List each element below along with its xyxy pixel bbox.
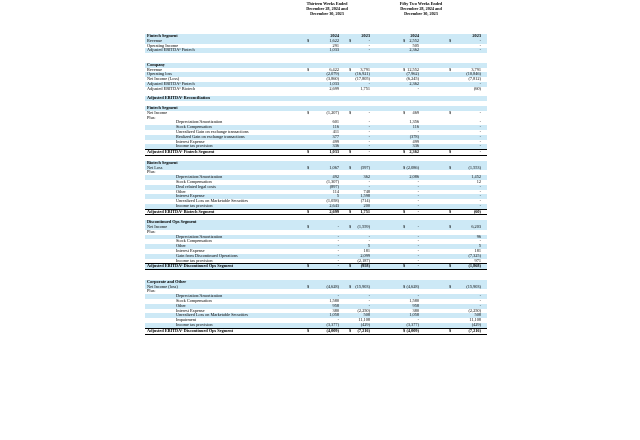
cell-value: - — [479, 302, 481, 308]
row-label: Depreciation/Amortization — [176, 174, 223, 180]
cell-value: (1,553) — [468, 164, 481, 170]
currency-symbol: $ — [307, 66, 310, 72]
cell-value: 362 — [363, 174, 370, 180]
cell-value: - — [368, 138, 370, 144]
cell-value: - — [337, 243, 339, 249]
table-row — [145, 329, 487, 335]
cell-value: - — [479, 143, 481, 149]
row-label: Adjusted EBITDA¹ Reconciliation — [147, 95, 210, 101]
currency-symbol: $ — [449, 263, 452, 269]
cell-value: - — [479, 198, 481, 204]
cell-value: - — [417, 183, 419, 189]
cell-value: 116 — [412, 124, 419, 130]
cell-value: - — [479, 109, 481, 115]
cell-value: 11,108 — [358, 317, 370, 323]
cell-value: 11,108 — [469, 317, 481, 323]
cell-value: 492 — [332, 174, 339, 180]
cell-value: 411 — [332, 128, 339, 134]
cell-value: 748 — [363, 188, 370, 194]
cell-value: 1,452 — [471, 174, 481, 180]
cell-value: 1,033 — [329, 80, 339, 86]
cell-value: - — [479, 124, 481, 130]
cell-value: - — [479, 193, 481, 199]
row-label: Interest Expense — [176, 248, 205, 254]
row-label: Income tax provision — [176, 202, 213, 208]
currency-symbol: $ — [449, 283, 452, 289]
currency-symbol: $ — [403, 327, 406, 333]
cell-value: (16,921) — [355, 71, 370, 77]
row-label: Income tax provision — [176, 322, 213, 328]
cell-value: 336 — [332, 143, 339, 149]
currency-symbol: $ — [307, 283, 310, 289]
row-label: Interest Expense — [176, 138, 205, 144]
cell-value: (7,962) — [406, 71, 419, 77]
cell-value: - — [417, 243, 419, 249]
cell-value: - — [479, 202, 481, 208]
cell-value: 200 — [363, 202, 370, 208]
cell-value: (1,868) — [468, 263, 481, 269]
cell-value: - — [368, 293, 370, 299]
cell-value: (7,216) — [357, 327, 370, 333]
row-label: Adjusted EBITDA¹ Fintech — [147, 47, 195, 53]
row-label: Stock Compensation — [176, 178, 212, 184]
cell-value: 12,552 — [407, 66, 419, 72]
row-label: Depreciation/Amortization — [176, 233, 223, 239]
cell-value: (4,009) — [326, 327, 339, 333]
cell-value: - — [368, 124, 370, 130]
cell-value: 2,699 — [329, 208, 339, 214]
cell-value: - — [368, 143, 370, 149]
cell-value: 377 — [332, 133, 339, 139]
row-label: Operating Income — [147, 42, 179, 48]
cell-value: 1,580 — [329, 298, 339, 304]
cell-value: - — [368, 109, 370, 115]
cell-value: 12 — [476, 178, 481, 184]
cell-value: 2,643 — [329, 202, 339, 208]
cell-value: - — [368, 302, 370, 308]
cell-value: 2024 — [410, 33, 419, 38]
currency-symbol: $ — [403, 66, 406, 72]
cell-value: 2,699 — [329, 85, 339, 91]
cell-value: 1,622 — [329, 37, 339, 43]
cell-value: (6,245) — [406, 76, 419, 82]
currency-symbol: $ — [449, 164, 452, 170]
cell-value: - — [417, 317, 419, 323]
row-label: Other — [176, 302, 186, 308]
row-label: Adjusted EBITDA¹ Fintech — [147, 80, 195, 86]
cell-value: 508 — [474, 312, 481, 318]
cell-value: (1,307) — [326, 178, 339, 184]
cell-value: (15,903) — [355, 283, 370, 289]
cell-value: (7,812) — [468, 76, 481, 82]
row-label: Unrealized Loss on Marketable Securities — [176, 312, 249, 318]
cell-value: - — [417, 178, 419, 184]
cell-value: - — [417, 224, 419, 230]
table-header — [145, 2, 487, 34]
row-label: Depreciation/Amortization — [176, 119, 223, 125]
cell-value: 380 — [332, 307, 339, 313]
cell-value: (60) — [473, 208, 481, 214]
currency-symbol: $ — [403, 109, 406, 115]
cell-value: - — [337, 238, 339, 244]
column-header-fifty-two-weeks: Fifty Two Weeks Ended December 28, 2024 and December 30, 2023 — [397, 2, 445, 16]
row-label: Company — [147, 61, 165, 67]
row-label: Adjusted EBITDA¹ Fintech Segment — [147, 149, 215, 155]
row-label: Corporate and Other — [147, 278, 187, 284]
cell-value: (15,903) — [466, 283, 481, 289]
row-label: Stock Compensation — [176, 238, 212, 244]
row-label: Unrealized Gain on exchange transactions — [176, 128, 249, 134]
cell-value: 1,598 — [360, 193, 370, 199]
cell-value: 2,362 — [409, 149, 419, 155]
cell-value: (4,628) — [406, 283, 419, 289]
cell-value: (4,628) — [326, 283, 339, 289]
cell-value: 2,552 — [409, 37, 419, 43]
cell-value: - — [479, 128, 481, 134]
cell-value: - — [368, 128, 370, 134]
cell-value: (714) — [360, 198, 370, 204]
currency-symbol: $ — [403, 224, 406, 230]
cell-value: 2,362 — [409, 47, 419, 53]
cell-value: (2,086) — [406, 164, 419, 170]
cell-value: - — [479, 133, 481, 139]
cell-value: (4,009) — [406, 327, 419, 333]
currency-symbol: $ — [449, 109, 452, 115]
currency-symbol: $ — [449, 37, 452, 43]
cell-value: - — [479, 293, 481, 299]
row-label: Gain from Discontinued Operations — [176, 252, 238, 258]
cell-value: - — [479, 188, 481, 194]
cell-value: 1,751 — [360, 85, 370, 91]
currency-symbol: $ — [307, 149, 310, 155]
cell-value: - — [479, 119, 481, 125]
currency-symbol: $ — [307, 327, 310, 333]
cell-value: (7,325) — [468, 252, 481, 258]
row-label: Plus: — [147, 169, 156, 175]
row-label: Deal related legal costs — [176, 183, 216, 189]
row-label: Net Income — [147, 109, 168, 115]
currency-symbol: $ — [307, 208, 310, 214]
cell-value: 2,362 — [409, 80, 419, 86]
cell-value: 116 — [332, 124, 339, 130]
currency-symbol: $ — [349, 327, 352, 333]
cell-value: - — [479, 138, 481, 144]
cell-value: 6,422 — [329, 66, 339, 72]
cell-value: - — [368, 47, 370, 53]
cell-value: 1,067 — [329, 164, 339, 170]
cell-value: - — [479, 298, 481, 304]
currency-symbol: $ — [403, 149, 406, 155]
cell-value: - — [368, 238, 370, 244]
cell-value: - — [368, 178, 370, 184]
currency-symbol: $ — [403, 37, 406, 43]
cell-value: (2,187) — [357, 257, 370, 263]
currency-symbol: $ — [349, 164, 352, 170]
currency-symbol: $ — [349, 149, 352, 155]
cell-value: 2,086 — [409, 174, 419, 180]
cell-value: - — [417, 202, 419, 208]
cell-value: 336 — [412, 143, 419, 149]
row-label: Unrealized Loss on Marketable Securities — [176, 198, 249, 204]
cell-value: - — [368, 42, 370, 48]
row-label: Plus: — [147, 288, 156, 294]
cell-value: 2023 — [361, 33, 370, 38]
cell-value: - — [337, 317, 339, 323]
cell-value: 5 — [336, 193, 339, 199]
row-label: Adjusted EBITDA¹ Discontinued Ops Segment — [147, 327, 234, 333]
currency-symbol: $ — [349, 66, 352, 72]
cell-value: 1,058 — [329, 312, 339, 318]
cell-value: 380 — [412, 307, 419, 313]
cell-value: 5 — [367, 243, 370, 249]
cell-value: (897) — [329, 183, 339, 189]
cell-value: 1,356 — [409, 119, 419, 125]
currency-symbol: $ — [349, 263, 352, 269]
cell-value: - — [337, 257, 339, 263]
currency-symbol: $ — [403, 208, 406, 214]
cell-value: - — [368, 233, 370, 239]
row-label: Other — [176, 243, 186, 249]
row-label: Net Loss — [147, 164, 163, 170]
cell-value: (10,846) — [466, 71, 481, 77]
cell-value: - — [417, 248, 419, 254]
cell-value: 6,203 — [471, 224, 481, 230]
cell-value: - — [417, 85, 419, 91]
table-body — [145, 34, 487, 335]
cell-value: - — [479, 42, 481, 48]
row-label: Adjusted EBITDA¹ Biotech Segment — [147, 208, 215, 214]
column-header-thirteen-weeks: Thirteen Weeks Ended December 28, 2024 and December 30, 2023 — [303, 2, 351, 16]
cell-value: (2,079) — [326, 71, 339, 77]
cell-value: 3,791 — [471, 66, 481, 72]
cell-value: (1,559) — [357, 224, 370, 230]
row-label: Fintech Segment — [147, 33, 178, 38]
row-label: Income tax provision — [176, 257, 213, 263]
currency-symbol: $ — [307, 164, 310, 170]
row-label: Plus: — [147, 228, 156, 234]
row-label: Adjusted EBITDA¹ Biotech — [147, 85, 196, 91]
cell-value: 601 — [332, 119, 339, 125]
cell-value: - — [368, 183, 370, 189]
row-label: Stock Compensation — [176, 124, 212, 130]
row-label: Other — [176, 188, 186, 194]
cell-value: - — [417, 208, 419, 214]
cell-value: 2023 — [472, 33, 481, 38]
cell-value: 1,033 — [329, 47, 339, 53]
cell-value: - — [479, 80, 481, 86]
row-label: Fintech Segment — [147, 104, 178, 110]
cell-value: (17,805) — [355, 76, 370, 82]
cell-value: 958 — [412, 302, 419, 308]
cell-value: 508 — [363, 312, 370, 318]
cell-value: 499 — [412, 138, 419, 144]
cell-value: - — [417, 293, 419, 299]
cell-value: 1,580 — [409, 298, 419, 304]
cell-value: 499 — [332, 138, 339, 144]
currency-symbol: $ — [449, 149, 452, 155]
currency-symbol: $ — [307, 109, 310, 115]
currency-symbol: $ — [403, 283, 406, 289]
cell-value: 5 — [478, 243, 481, 249]
cell-value: - — [479, 47, 481, 53]
row-label: Revenue — [147, 37, 163, 43]
cell-value: - — [368, 149, 370, 155]
cell-value: 2024 — [330, 33, 339, 38]
financial-table — [145, 2, 487, 335]
cell-value: (7,216) — [468, 327, 481, 333]
currency-symbol: $ — [449, 208, 452, 214]
cell-value: (378) — [409, 133, 419, 139]
currency-symbol: $ — [449, 224, 452, 230]
cell-value: 96 — [476, 233, 481, 239]
cell-value: - — [417, 252, 419, 258]
cell-value: - — [337, 248, 339, 254]
cell-value: - — [417, 193, 419, 199]
row-label: Discontinued Ops Segment — [147, 219, 197, 225]
cell-value: - — [417, 257, 419, 263]
cell-value: 1,033 — [329, 149, 339, 155]
row-label: Net Income — [147, 224, 168, 230]
cell-value: 971 — [474, 257, 481, 263]
cell-value: 181 — [363, 248, 370, 254]
currency-symbol: $ — [307, 37, 310, 43]
cell-value: - — [479, 37, 481, 43]
cell-value: (2,250) — [357, 307, 370, 313]
cell-value: (60) — [473, 85, 481, 91]
currency-symbol: $ — [349, 37, 352, 43]
cell-value: - — [368, 119, 370, 125]
cell-value: - — [479, 183, 481, 189]
cell-value: - — [337, 293, 339, 299]
cell-value: (3,377) — [406, 322, 419, 328]
row-label: Stock Compensation — [176, 298, 212, 304]
currency-symbol: $ — [307, 224, 310, 230]
currency-symbol: $ — [349, 208, 352, 214]
currency-symbol: $ — [403, 263, 406, 269]
row-label: Realized Gain on exchange transactions — [176, 133, 245, 139]
cell-value: - — [417, 238, 419, 244]
cell-value: - — [479, 149, 481, 155]
cell-value: (429) — [471, 322, 481, 328]
cell-value: (1,207) — [326, 109, 339, 115]
cell-value: (1,058) — [326, 198, 339, 204]
cell-value: - — [368, 37, 370, 43]
cell-value: 505 — [412, 42, 419, 48]
cell-value: 958 — [332, 302, 339, 308]
cell-value: - — [417, 263, 419, 269]
currency-symbol: $ — [403, 164, 406, 170]
cell-value: 181 — [474, 248, 481, 254]
currency-symbol: $ — [449, 327, 452, 333]
cell-value: 1,751 — [360, 208, 370, 214]
cell-value: - — [368, 298, 370, 304]
cell-value: (429) — [360, 322, 370, 328]
cell-value: - — [417, 233, 419, 239]
row-label: Adjusted EBITDA¹ Discontinued Ops Segment — [147, 263, 234, 269]
currency-symbol: $ — [349, 224, 352, 230]
currency-symbol: $ — [349, 109, 352, 115]
cell-value: (3,860) — [326, 76, 339, 82]
cell-value: - — [479, 238, 481, 244]
row-label: Net Income (loss) — [147, 283, 178, 289]
cell-value: (958) — [360, 263, 370, 269]
cell-value: 3,791 — [360, 66, 370, 72]
row-label: Net Income (Loss) — [147, 76, 180, 82]
cell-value: (2,250) — [468, 307, 481, 313]
cell-value: - — [337, 224, 339, 230]
row-label: Biotech Segment — [147, 159, 178, 165]
row-label: Income tax provision — [176, 143, 213, 149]
cell-value: (3,377) — [326, 322, 339, 328]
cell-value: - — [337, 233, 339, 239]
cell-value: - — [417, 188, 419, 194]
cell-value: - — [368, 80, 370, 86]
cell-value: - — [337, 252, 339, 258]
cell-value: 2,099 — [360, 252, 370, 258]
cell-value: - — [368, 133, 370, 139]
cell-value: - — [417, 128, 419, 134]
currency-symbol: $ — [349, 283, 352, 289]
cell-value: - — [337, 263, 339, 269]
cell-value: 291 — [332, 42, 339, 48]
row-label: Depreciation/Amortization — [176, 293, 223, 299]
cell-value: 469 — [412, 109, 419, 115]
row-label: Interest Expense — [176, 307, 205, 313]
row-label: Plus: — [147, 114, 156, 120]
cell-value: 1,058 — [409, 312, 419, 318]
cell-value: (597) — [360, 164, 370, 170]
row-label: Operating loss — [147, 71, 172, 77]
row-label: Impairment — [176, 317, 197, 323]
row-label: Interest Expense — [176, 193, 205, 199]
row-label: Revenue — [147, 66, 163, 72]
currency-symbol: $ — [449, 66, 452, 72]
cell-value: - — [417, 198, 419, 204]
cell-value: 114 — [332, 188, 339, 194]
currency-symbol: $ — [307, 263, 310, 269]
